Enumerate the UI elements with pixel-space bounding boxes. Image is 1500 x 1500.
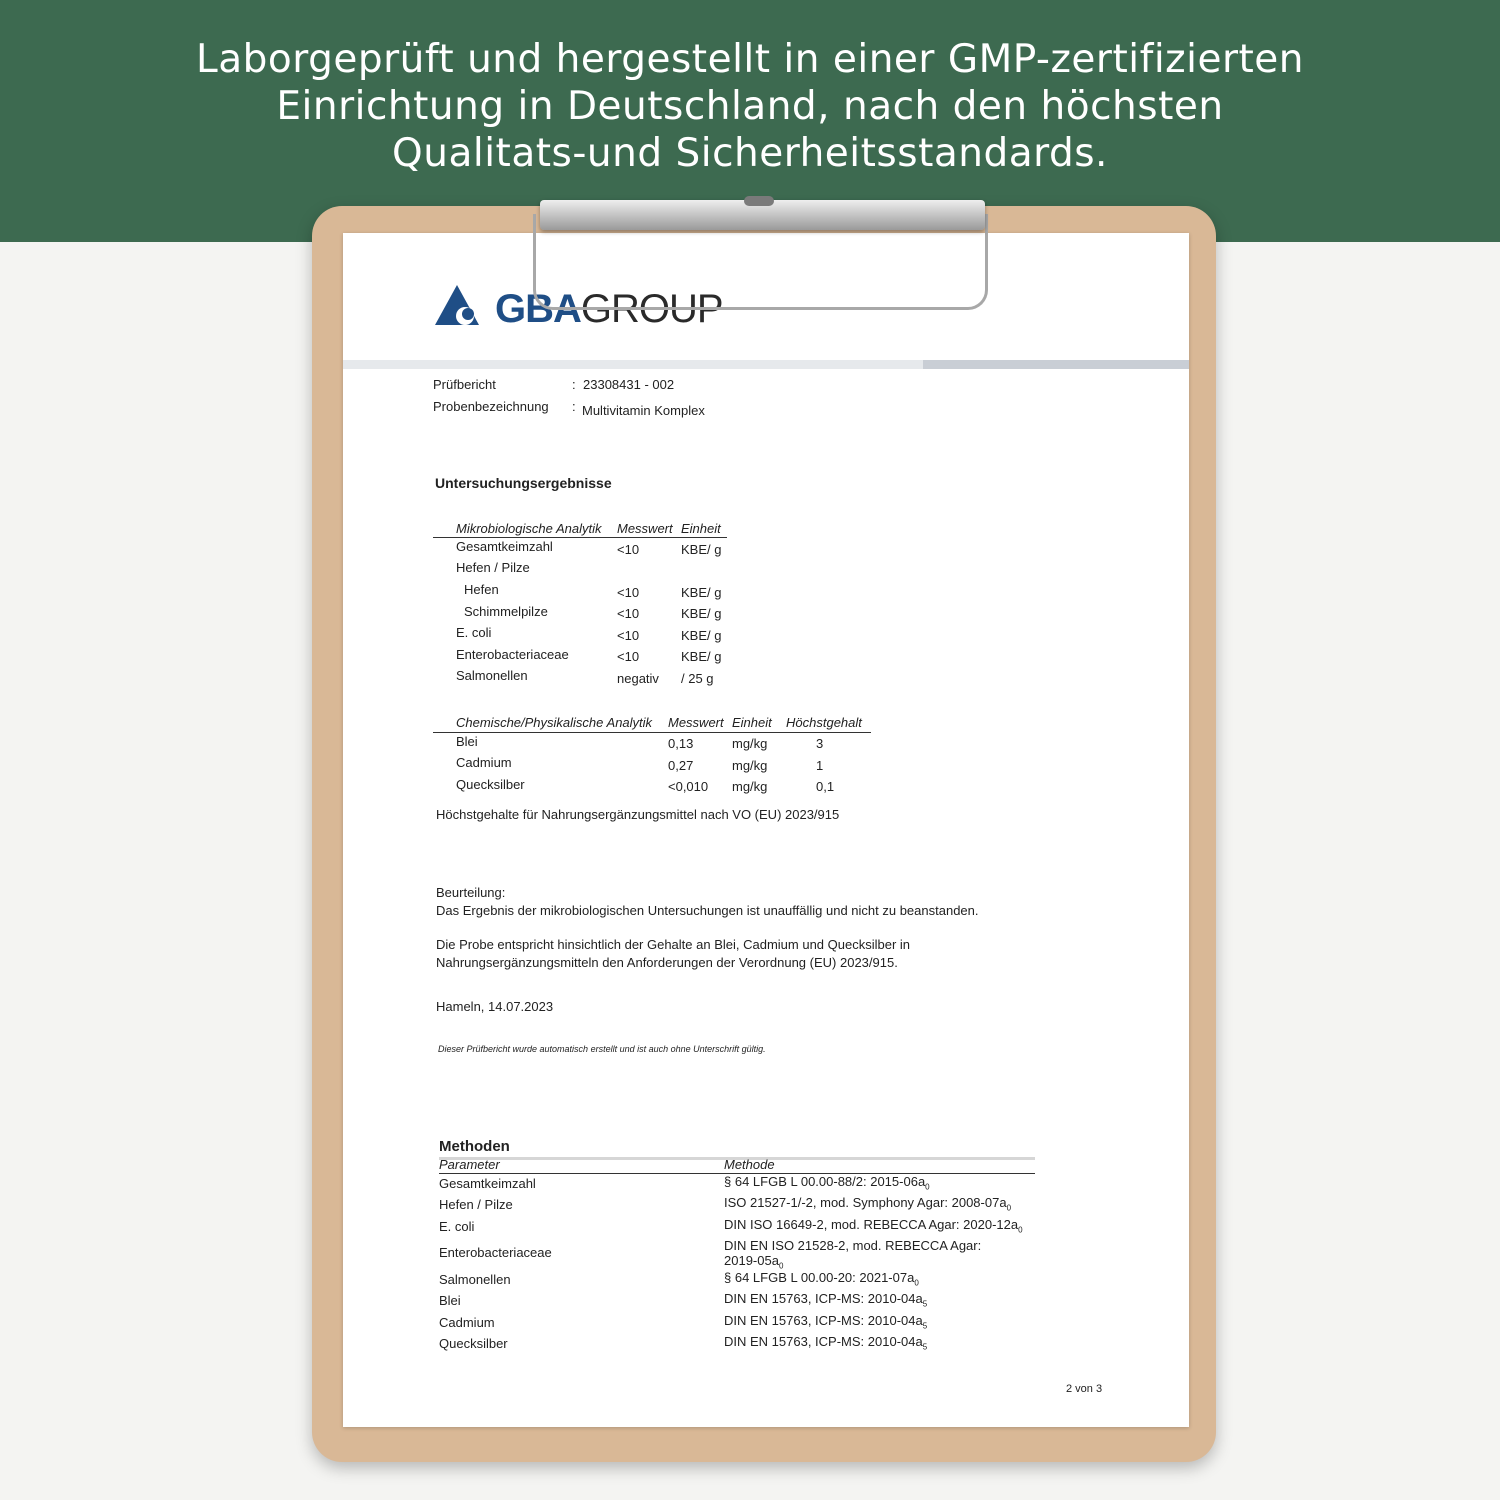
chem-row-max: 1 — [816, 758, 824, 773]
methods-row-method: DIN ISO 16649-2, mod. REBECCA Agar: $2020-12a_0$ — [724, 1217, 1023, 1235]
chem-row-unit: mg/kg — [732, 736, 768, 751]
chem-row-name: Cadmium — [456, 755, 512, 770]
methods-row-parameter: Gesamtkeimzahl — [439, 1176, 536, 1191]
micro-header-value: Messwert — [617, 521, 673, 536]
logo-triangle-icon — [435, 283, 491, 327]
chem-row-unit: mg/kg — [732, 779, 768, 794]
micro-row-value: <10 — [617, 542, 640, 557]
micro-row-name: Schimmelpilze — [464, 604, 548, 619]
methods-row-parameter: Salmonellen — [439, 1272, 511, 1287]
methods-header-method: Methode — [724, 1157, 775, 1172]
banner-line-2: Einrichtung in Deutschland, nach den höchsten — [276, 84, 1224, 129]
methods-row-method: DIN EN ISO 21528-2, mod. REBECCA Agar: — [724, 1238, 982, 1253]
report-id-value: 23308431 - 002 — [583, 377, 675, 392]
chem-header-value: Messwert — [668, 715, 724, 730]
methods-row-parameter: Blei — [439, 1293, 461, 1308]
micro-row-value: <10 — [617, 606, 640, 621]
place-date: Hameln, 14.07.2023 — [436, 999, 554, 1014]
report-id-colon: : — [572, 377, 576, 392]
micro-header-unit: Einheit — [681, 521, 721, 536]
results-title: Untersuchungsergebnisse — [435, 475, 612, 491]
sample-colon: : — [572, 399, 576, 414]
banner-headline — [0, 36, 1500, 177]
methods-title: Methoden — [439, 1138, 510, 1155]
max-content-note: Höchstgehalte für Nahrungsergänzungsmittel nach VO (EU) 2023/915 — [436, 807, 840, 822]
micro-row-name: Gesamtkeimzahl — [456, 539, 553, 554]
chem-row-value: 0,27 — [668, 758, 694, 773]
chem-row-max: 0,1 — [816, 779, 835, 794]
micro-row-unit: KBE/ g — [681, 585, 722, 600]
micro-row-value: negativ — [617, 671, 659, 686]
micro-row-name: Salmonellen — [456, 668, 528, 683]
header-rule-accent — [923, 360, 1189, 369]
chem-row-name: Quecksilber — [456, 777, 525, 792]
methods-row-parameter: Hefen / Pilze — [439, 1197, 513, 1212]
banner-line-1: Laborgeprüft und hergestellt in einer GMP-zertifizierten — [195, 37, 1304, 82]
methods-header-parameter: Parameter — [439, 1157, 500, 1172]
chem-row-value: 0,13 — [668, 736, 694, 751]
chem-header-analysis: Chemische/Physikalische Analytik — [456, 715, 653, 730]
assessment-line-3: Nahrungsergänzungsmitteln den Anforderungen der Verordnung (EU) 2023/915. — [436, 955, 898, 970]
methods-row-method: DIN EN 15763, ICP-MS: $2010-04a_5$ — [724, 1313, 928, 1331]
chem-row-unit: mg/kg — [732, 758, 768, 773]
micro-row-unit: KBE/ g — [681, 628, 722, 643]
chem-header-max: Höchstgehalt — [786, 715, 862, 730]
micro-row-name: Enterobacteriaceae — [456, 647, 569, 662]
methods-row-parameter: Quecksilber — [439, 1336, 508, 1351]
report-id-label: Prüfbericht — [433, 377, 496, 392]
methods-row-parameter: Enterobacteriaceae — [439, 1245, 552, 1260]
chem-header-rule — [433, 732, 871, 733]
chem-row-name: Blei — [456, 734, 478, 749]
methods-row-method: DIN EN 15763, ICP-MS: $2010-04a_5$ — [724, 1334, 928, 1352]
micro-header-rule — [433, 537, 727, 538]
micro-row-name: Hefen / Pilze — [456, 560, 530, 575]
methods-row-parameter: Cadmium — [439, 1315, 495, 1330]
assessment-label: Beurteilung: — [436, 885, 506, 900]
micro-row-value: <10 — [617, 585, 640, 600]
logo-brand-bold: GBA — [495, 287, 581, 331]
chem-row-value: <0,010 — [668, 779, 709, 794]
chem-row-max: 3 — [816, 736, 824, 751]
micro-header-analysis: Mikrobiologische Analytik — [456, 521, 602, 536]
banner-line-3: Qualitats-und Sicherheitsstandards. — [392, 131, 1108, 176]
micro-row-name: E. coli — [456, 625, 492, 640]
chem-header-unit: Einheit — [732, 715, 772, 730]
page-number: 2 von 3 — [1066, 1383, 1103, 1395]
micro-row-unit: KBE/ g — [681, 606, 722, 621]
micro-row-name: Hefen — [464, 582, 499, 597]
assessment-line-1: Das Ergebnis der mikrobiologischen Untersuchungen ist unauffällig und nicht zu beanstanden. — [436, 903, 979, 918]
micro-row-value: <10 — [617, 628, 640, 643]
methods-row-parameter: E. coli — [439, 1219, 475, 1234]
methods-row-method: § 64 LFGB L 00.00-20: $2021-07a_0$ — [724, 1270, 919, 1288]
sample-label: Probenbezeichnung — [433, 399, 549, 414]
methods-row-method: § 64 LFGB L 00.00-88/2: $2015-06a_0$ — [724, 1174, 930, 1192]
assessment-line-2: Die Probe entspricht hinsichtlich der Gehalte an Blei, Cadmium und Quecksilber in — [436, 937, 911, 952]
auto-generated-note: Dieser Prüfbericht wurde automatisch erstellt und ist auch ohne Unterschrift gültig. — [438, 1044, 766, 1054]
logo-brand-thin: GROUP — [580, 287, 723, 331]
clip-rivet — [744, 196, 774, 206]
methods-row-method-continued: $2019-05a_0$ — [724, 1253, 784, 1271]
test-report-page — [343, 233, 1189, 1427]
methods-row-method: ISO 21527-1/-2, mod. Symphony Agar: $2008-07a_0$ — [724, 1195, 1012, 1213]
micro-row-unit: KBE/ g — [681, 542, 722, 557]
micro-row-unit: / 25 g — [681, 671, 714, 686]
micro-row-unit: KBE/ g — [681, 649, 722, 664]
sample-value: Multivitamin Komplex — [582, 403, 705, 418]
methods-row-method: DIN EN 15763, ICP-MS: $2010-04a_5$ — [724, 1291, 928, 1309]
micro-row-value: <10 — [617, 649, 640, 664]
